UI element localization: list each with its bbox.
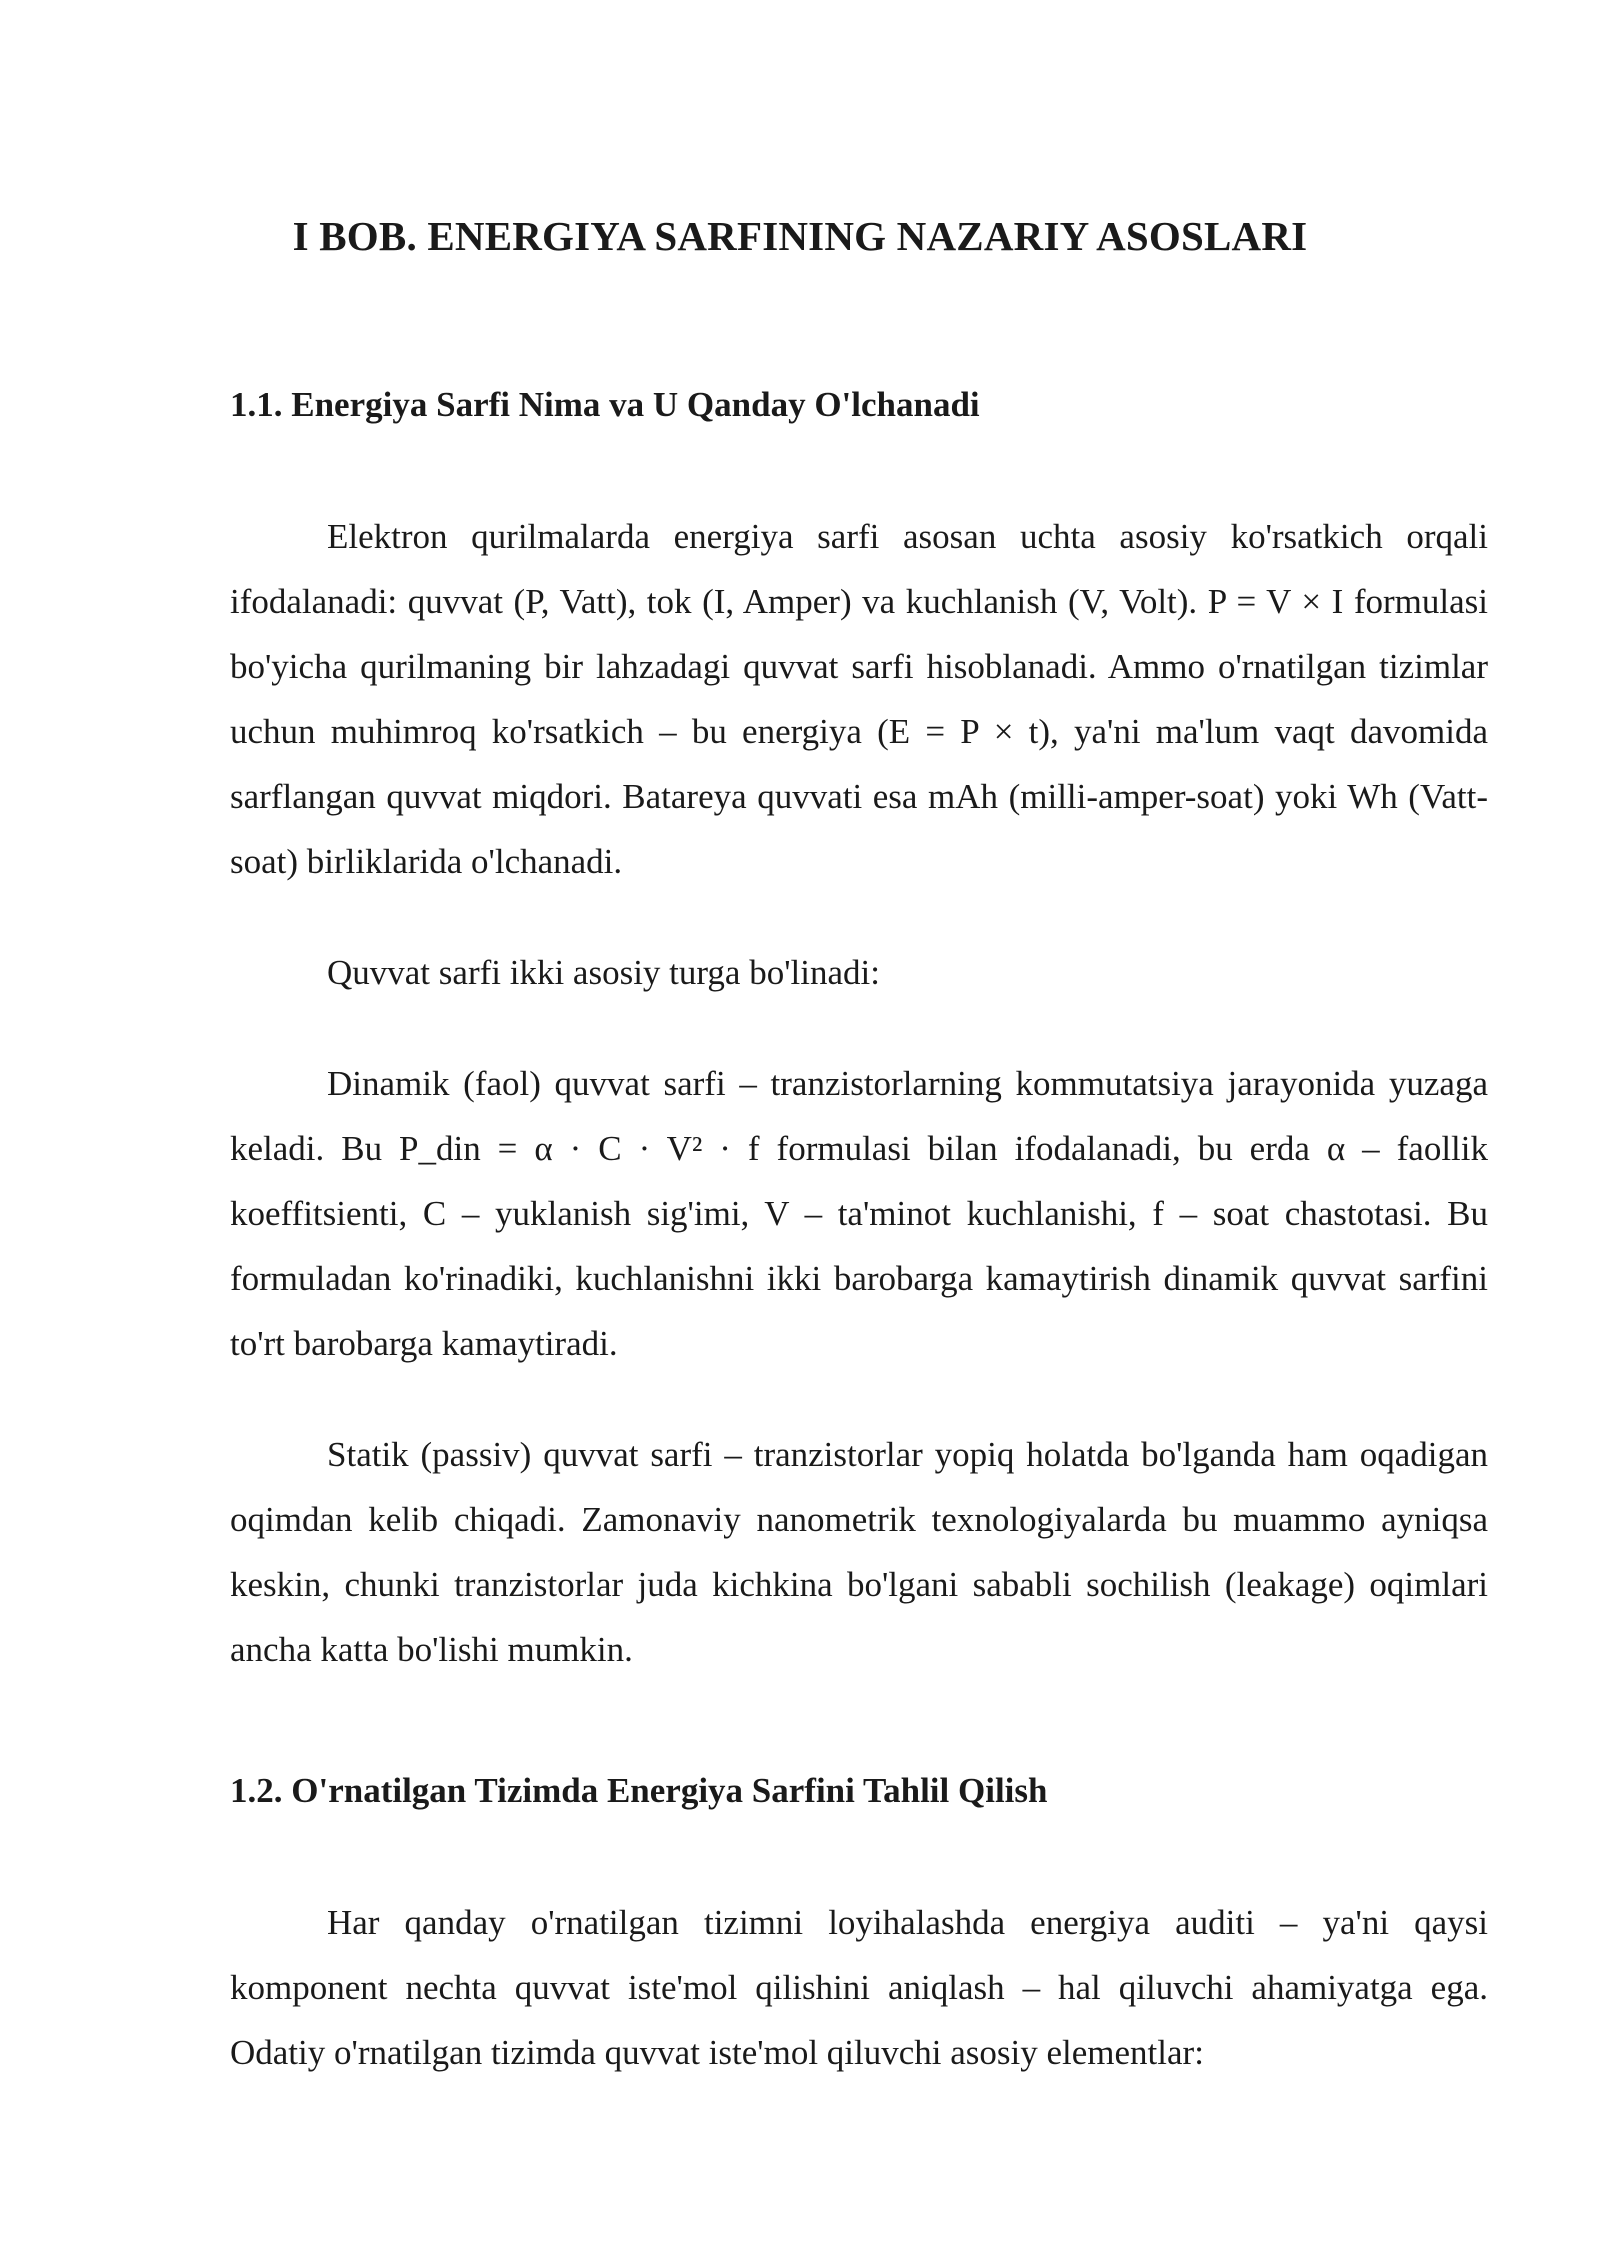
paragraph-energy-measurement: Elektron qurilmalarda energiya sarfi asosan uchta asosiy ko'rsatkich orqali ifodalanadi: quvvat (P, Vatt), tok (I, Amper) va kuchlanish (V, Volt). P = V × I formulasi bo'yicha qurilmaning bir lahzadagi quvvat sarfi hisoblanadi. Ammo o'rnatilgan tizimlar uchun muhimroq ko'rsatkich – bu energiya (E = P × t), ya'ni ma'lum vaqt davomida sarflangan quvvat miqdori. Batareya quvvati esa mAh (milli-amper-soat) yoki Wh (Vatt-soat) birliklarida o'lchanadi. [230, 517, 1488, 881]
chapter-title: I BOB. ENERGIYA SARFINING NAZARIY ASOSLARI [292, 213, 1308, 259]
page-content [230, 380, 1488, 2085]
paragraph-energy-audit: Har qanday o'rnatilgan tizimni loyihalashda energiya auditi – ya'ni qaysi komponent nechta quvvat iste'mol qilishini aniqlash – hal qiluvchi ahamiyatga ega. Odatiy o'rnatilgan tizimda quvvat iste'mol qiluvchi asosiy elementlar: [230, 1903, 1488, 2072]
section-heading-1-2: 1.2. O'rnatilgan Tizimda Energiya Sarfini Tahlil Qilish [230, 1771, 1048, 1810]
section-heading-1-1: 1.1. Energiya Sarfi Nima va U Qanday O'lchanadi [230, 385, 980, 424]
paragraph-static-power: Statik (passiv) quvvat sarfi – tranzistorlar yopiq holatda bo'lganda ham oqadigan oqimdan kelib chiqadi. Zamonaviy nanometrik texnologiyalarda bu muammo ayniqsa keskin, chunki tranzistorlar juda kichkina bo'lgani sababli sochilish (leakage) oqimlari ancha katta bo'lishi mumkin. [230, 1435, 1488, 1669]
paragraph-power-types-intro: Quvvat sarfi ikki asosiy turga bo'linadi: [327, 953, 880, 992]
paragraph-dynamic-power: Dinamik (faol) quvvat sarfi – tranzistorlarning kommutatsiya jarayonida yuzaga keladi. Bu P_din = α · C · V² · f formulasi bilan ifodalanadi, bu erda α – faollik koeffitsienti, C – yuklanish sig'imi, V – ta'minot kuchlanishi, f – soat chastotasi. Bu formuladan ko'rinadiki, kuchlanishni ikki barobarga kamaytirish dinamik quvvat sarfini to'rt barobarga kamaytiradi. [230, 1064, 1488, 1363]
